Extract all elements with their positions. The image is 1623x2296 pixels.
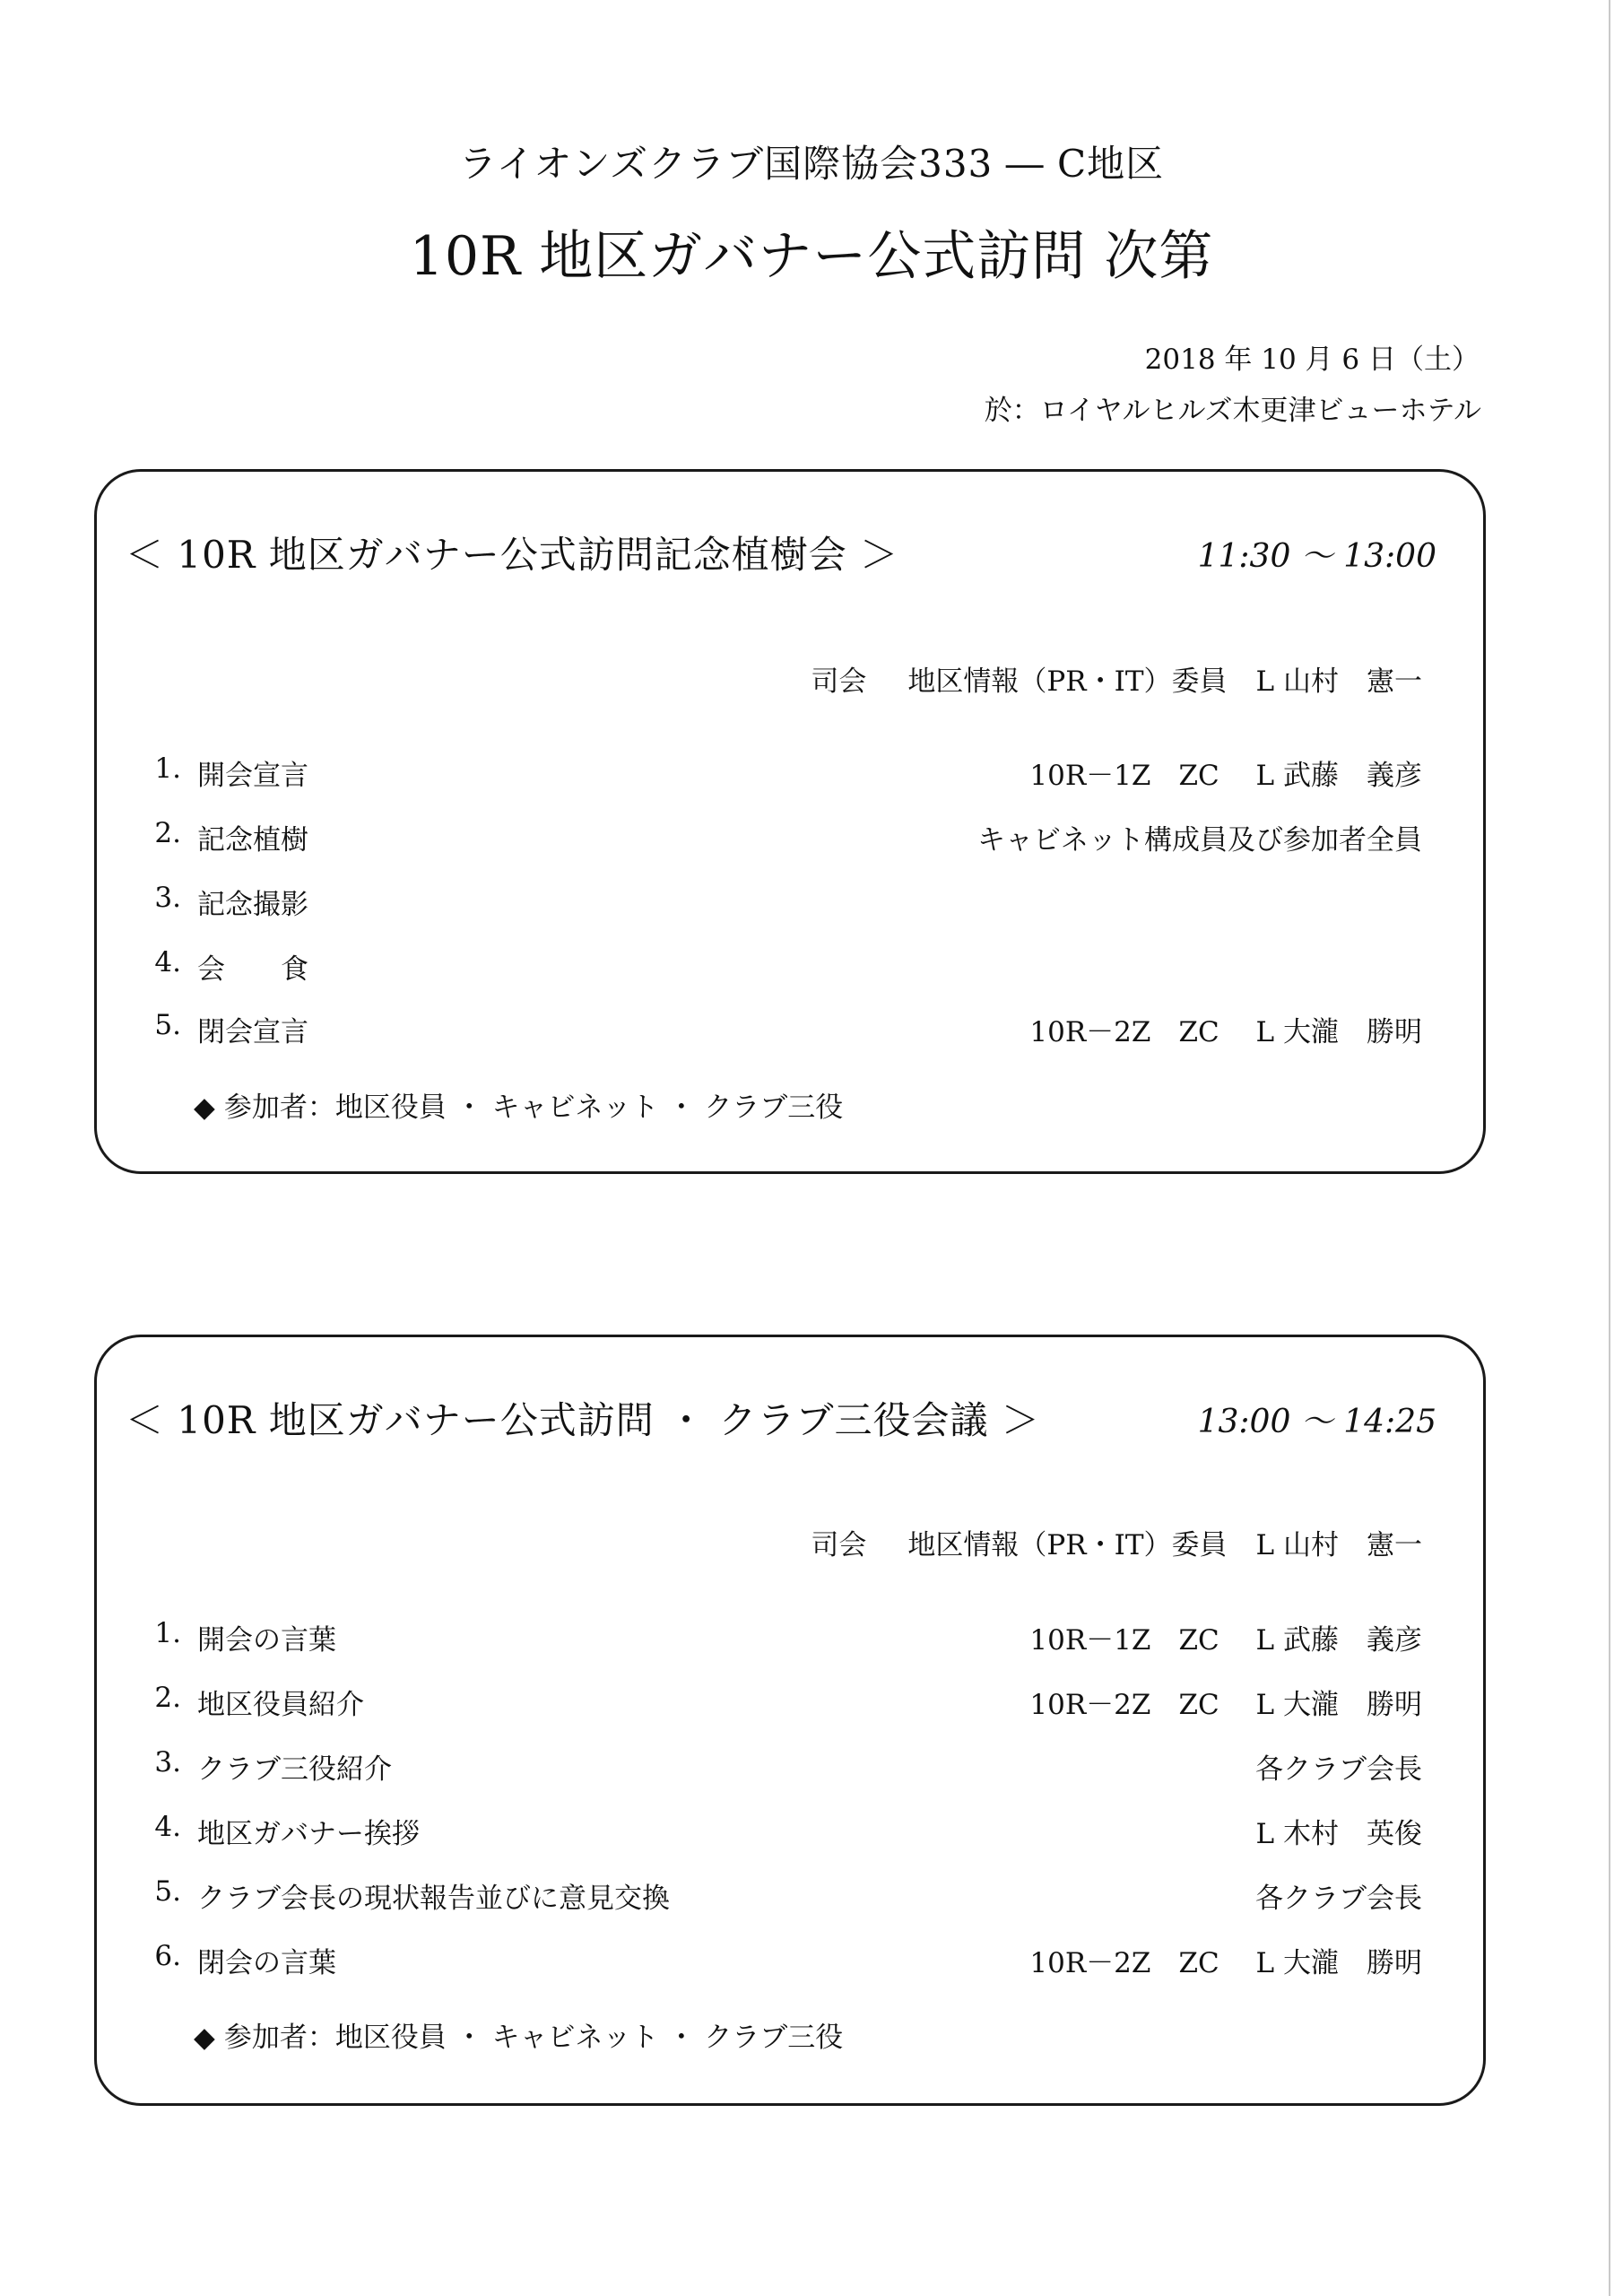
program-box-officers-meeting (94, 1335, 1486, 2106)
list-item (142, 1811, 1422, 1850)
item-text: 記念撮影 (197, 889, 308, 921)
document-title: 10R 地区ガバナー公式訪問 次第 (409, 225, 1214, 288)
mc-name: L 山村 憲一 (1255, 665, 1422, 698)
list-item (142, 1009, 1422, 1048)
item-text: クラブ三役紹介 (197, 1753, 392, 1786)
mc-line (811, 1522, 1422, 1562)
item-text: 閉会宣言 (197, 1016, 308, 1048)
list-item (142, 817, 1422, 857)
participants-note (194, 1084, 843, 1125)
item-person: L 木村 英俊 (1255, 1818, 1422, 1850)
item-text: 地区役員紹介 (197, 1689, 364, 1721)
mc-name: L 山村 憲一 (1255, 1529, 1422, 1561)
item-number: 2. (154, 817, 181, 849)
mc-line (811, 658, 1422, 699)
event-venue: 於：ロイヤルヒルズ木更津ビューホテル (984, 395, 1481, 427)
item-number: 2. (154, 1682, 181, 1714)
list-item (142, 1875, 1422, 1915)
mc-label: 司会 (811, 665, 867, 698)
item-text: 会 食 (197, 953, 308, 986)
list-item (142, 1940, 1422, 1979)
list-item (142, 1617, 1422, 1657)
item-text: 開会宣言 (197, 760, 308, 792)
list-item (142, 1746, 1422, 1786)
participants-note (194, 2014, 843, 2055)
item-person: 各クラブ会長 (1255, 1883, 1422, 1915)
item-person: キャビネット構成員及び参加者全員 (977, 824, 1422, 857)
item-person: 10R－2Z ZC L 大瀧 勝明 (1029, 1689, 1422, 1721)
diamond-bullet-icon: ◆ (194, 2022, 215, 2054)
item-number: 5. (154, 1009, 181, 1041)
item-person: 各クラブ会長 (1255, 1753, 1422, 1786)
list-item (142, 1682, 1422, 1721)
page-edge (1609, 0, 1610, 2296)
document-subtitle: ライオンズクラブ国際協会333 ― C地区 (458, 142, 1165, 186)
item-number: 6. (154, 1940, 181, 1972)
item-number: 3. (154, 1746, 181, 1779)
participants-text: 参加者：地区役員 ・ キャビネット ・ クラブ三役 (223, 2022, 844, 2054)
section-heading: ＜ 10R 地区ガバナー公式訪問記念植樹会 ＞ (126, 533, 899, 577)
mc-role: 地区情報（PR・IT）委員 (907, 665, 1228, 698)
list-item (142, 882, 1422, 921)
item-text: 地区ガバナー挨拶 (197, 1818, 420, 1850)
item-number: 1. (154, 1617, 181, 1649)
section-time: 11:30 ～ 13:00 (1197, 538, 1436, 575)
section-heading: ＜ 10R 地区ガバナー公式訪問 ・ クラブ三役会議 ＞ (126, 1398, 1040, 1442)
list-item (142, 752, 1422, 792)
item-number: 5. (154, 1875, 181, 1908)
list-item (142, 946, 1422, 986)
item-number: 4. (154, 946, 181, 978)
item-number: 4. (154, 1811, 181, 1843)
item-text: 記念植樹 (197, 824, 308, 857)
participants-text: 参加者：地区役員 ・ キャビネット ・ クラブ三役 (223, 1091, 844, 1124)
item-text: クラブ会長の現状報告並びに意見交換 (197, 1883, 670, 1915)
item-person: 10R－1Z ZC L 武藤 義彦 (1029, 1624, 1422, 1657)
event-date: 2018 年 10 月 6 日（土） (1144, 344, 1480, 376)
item-person: 10R－2Z ZC L 大瀧 勝明 (1029, 1016, 1422, 1048)
section-time: 13:00 ～ 14:25 (1197, 1404, 1436, 1440)
program-box-tree-planting (94, 469, 1486, 1174)
mc-label: 司会 (811, 1529, 867, 1561)
diamond-bullet-icon: ◆ (194, 1091, 215, 1124)
item-person: 10R－1Z ZC L 武藤 義彦 (1029, 760, 1422, 792)
item-person: 10R－2Z ZC L 大瀧 勝明 (1029, 1947, 1422, 1979)
item-number: 3. (154, 882, 181, 914)
mc-role: 地区情報（PR・IT）委員 (907, 1529, 1228, 1561)
item-text: 閉会の言葉 (197, 1947, 336, 1979)
item-text: 開会の言葉 (197, 1624, 336, 1657)
item-number: 1. (154, 752, 181, 785)
